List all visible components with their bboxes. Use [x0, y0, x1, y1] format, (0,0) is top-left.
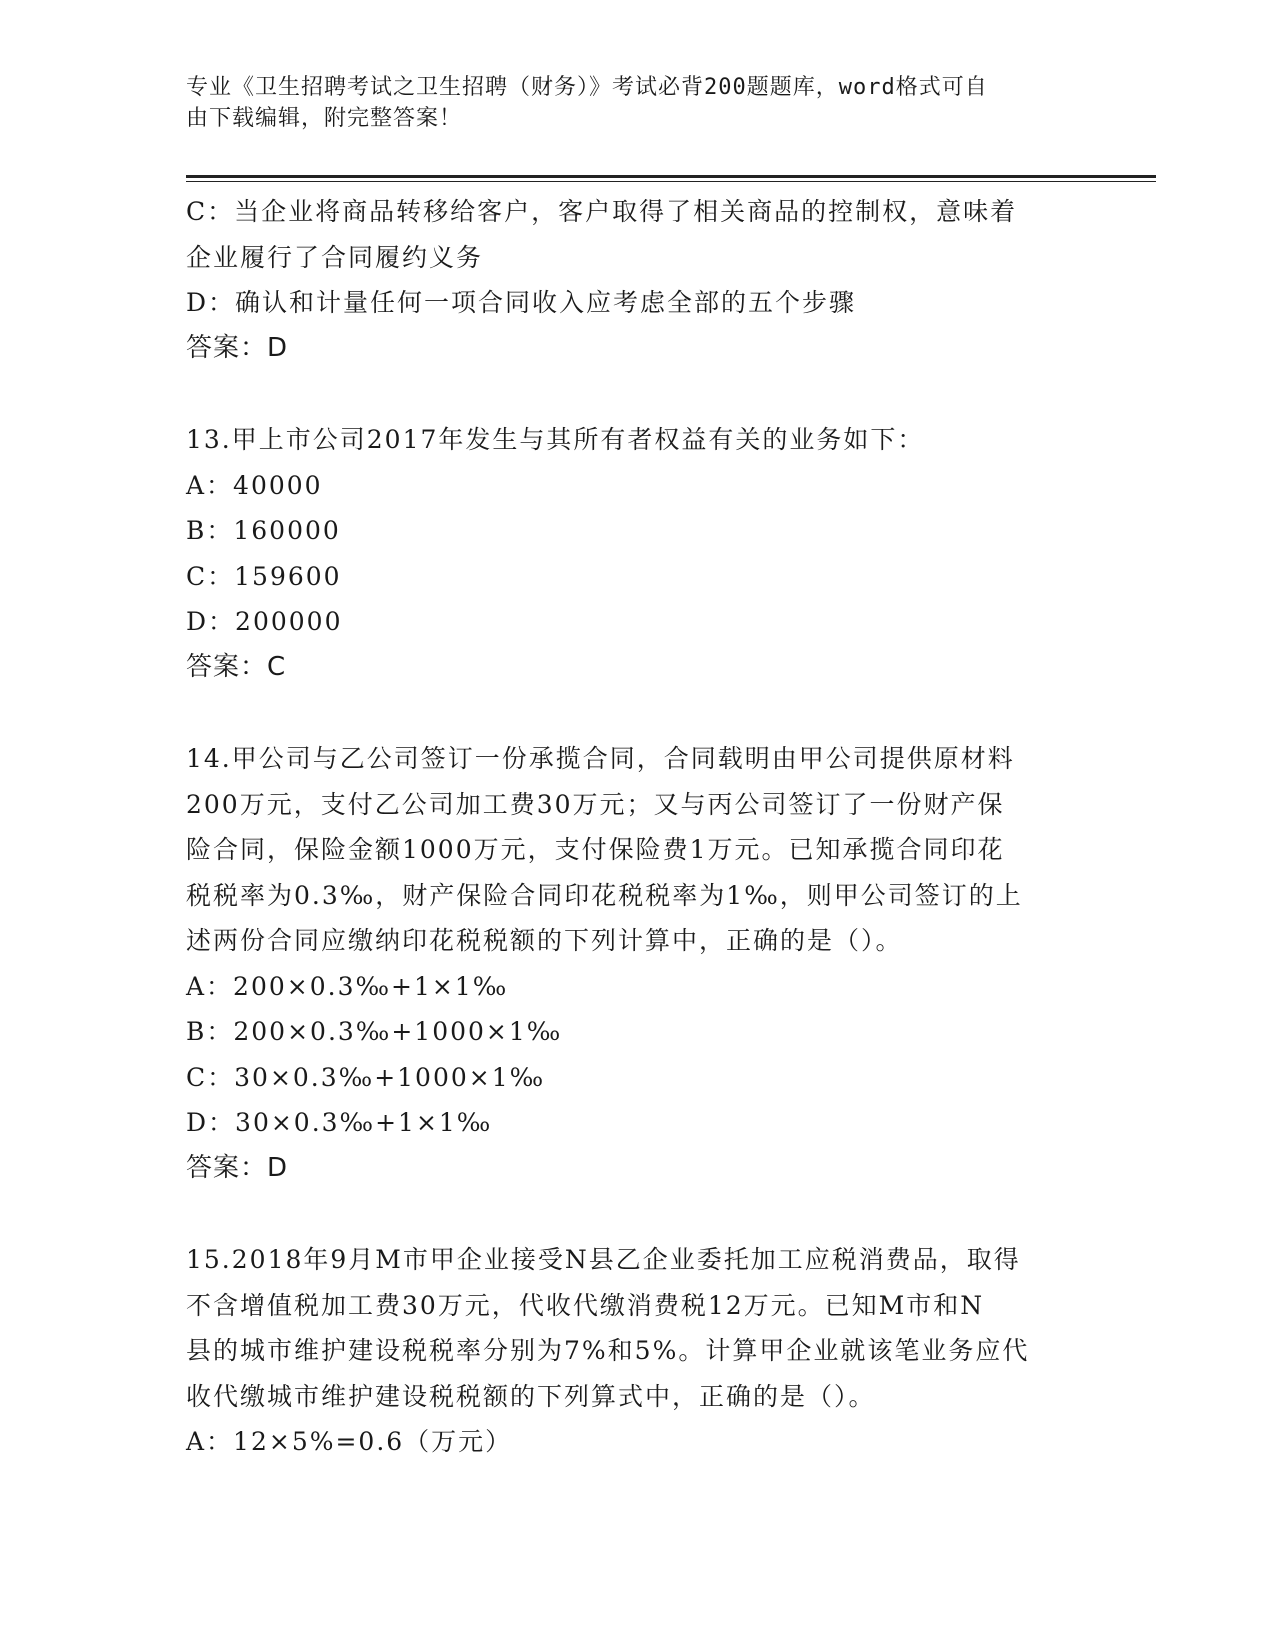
- document-header: [186, 72, 1066, 134]
- question-stem-line-3: 险合同，保险金额1000万元，支付保险费1万元。已知承揽合同印花: [186, 835, 1005, 864]
- header-divider-thin: [186, 181, 1156, 182]
- option-c: C：159600: [186, 561, 342, 591]
- question-13: [186, 417, 1066, 690]
- question-stem-line-2: 200万元，支付乙公司加工费30万元；又与丙公司签订了一份财产保: [186, 789, 1005, 819]
- option-b: B：200×0.3‰+1000×1‰: [186, 1017, 563, 1046]
- question-14: [186, 736, 1066, 1191]
- question-stem-line-3: 县的城市维护建设税税率分别为7%和5%。计算甲企业就该笔业务应代: [186, 1336, 1030, 1365]
- question-stem-line-5: 述两份合同应缴纳印花税税额的下列计算中，正确的是（）。: [186, 926, 903, 955]
- answer: 答案：D: [186, 1152, 289, 1183]
- spacer: [186, 690, 1066, 736]
- option-d: D：确认和计量任何一项合同收入应考虑全部的五个步骤: [186, 288, 857, 317]
- option-a: A：12×5%=0.6（万元）: [186, 1427, 513, 1456]
- document-body: [186, 189, 1066, 1465]
- question-stem-line-2: 不含增值税加工费30万元，代收代缴消费税12万元。已知M市和N: [186, 1290, 985, 1320]
- spacer: [186, 1191, 1066, 1237]
- option-a: A：40000: [186, 470, 323, 500]
- header-line-2: 由下载编辑，附完整答案！: [186, 106, 463, 131]
- question-stem-line-4: 收代缴城市维护建设税税额的下列算式中，正确的是（）。: [186, 1381, 876, 1411]
- option-c-line-1: C：当企业将商品转移给客户，客户取得了相关商品的控制权，意味着: [186, 197, 1018, 226]
- option-c: C：30×0.3‰+1000×1‰: [186, 1062, 546, 1092]
- question-stem: 13.甲上市公司2017年发生与其所有者权益有关的业务如下：: [186, 425, 925, 454]
- answer: 答案：C: [186, 651, 287, 682]
- header-line-1: 专业《卫生招聘考试之卫生招聘（财务）》考试必背200题题库，word格式可自: [186, 75, 988, 100]
- question-stem-line-1: 15.2018年9月M市甲企业接受N县乙企业委托加工应税消费品，取得: [186, 1245, 1021, 1274]
- question-stem-line-1: 14.甲公司与乙公司签订一份承揽合同，合同载明由甲公司提供原材料: [186, 744, 1015, 773]
- option-d: D：30×0.3‰+1×1‰: [186, 1108, 493, 1137]
- option-c-line-2: 企业履行了合同履约义务: [186, 242, 484, 272]
- header-divider-thick: [186, 175, 1156, 178]
- spacer: [186, 371, 1066, 417]
- question-15: [186, 1237, 1066, 1465]
- option-a: A：200×0.3‰+1×1‰: [186, 971, 509, 1001]
- option-b: B：160000: [186, 516, 341, 545]
- option-d: D：200000: [186, 607, 343, 636]
- question-stem-line-4: 税税率为0.3‰，财产保险合同印花税税率为1‰，则甲公司签订的上: [186, 880, 1023, 910]
- answer-12: 答案：D: [186, 332, 289, 363]
